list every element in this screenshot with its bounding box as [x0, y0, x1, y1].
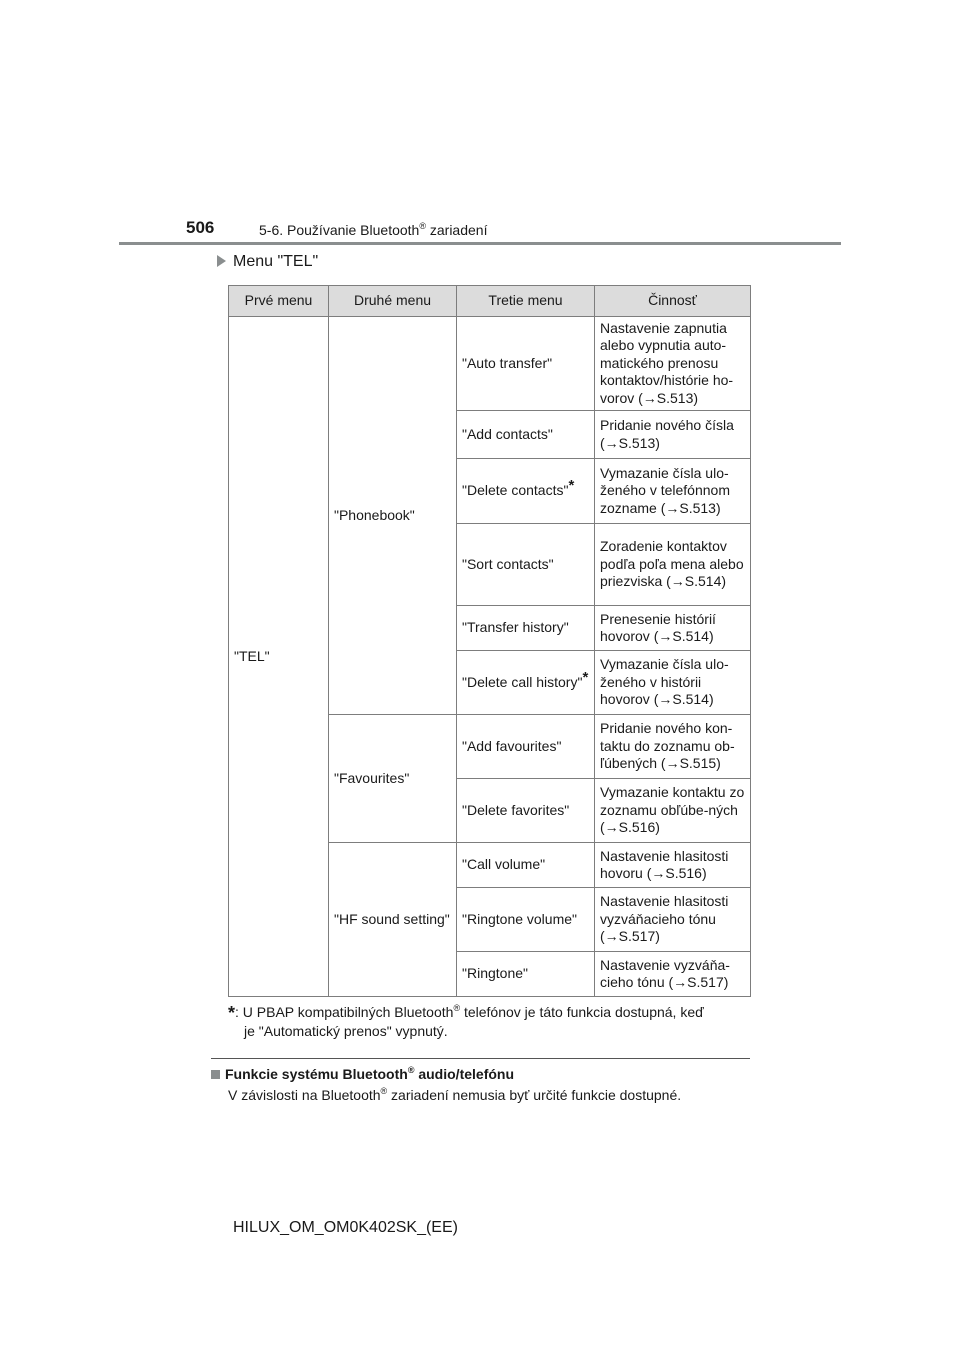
- first-menu-cell: "TEL": [229, 317, 329, 997]
- header-action: Činnosť: [595, 286, 751, 317]
- action-cell: Vymazanie kontaktu zo zoznamu obľúbe-ných (→S.516): [595, 779, 751, 843]
- menu-heading-text: Menu "TEL": [233, 253, 319, 270]
- third-menu-cell: [457, 651, 595, 715]
- second-menu-cell: "Favourites": [329, 715, 457, 843]
- action-cell: Nastavenie hlasitosti hovoru (→S.516): [595, 843, 751, 888]
- subsection-title-b: audio/telefónu: [414, 1066, 515, 1082]
- third-menu-cell: "Sort contacts": [457, 524, 595, 606]
- third-menu-cell: "Auto transfer": [457, 317, 595, 411]
- asterisk-mark: *: [582, 668, 589, 686]
- subsection-title-a: Funkcie systému Bluetooth: [225, 1066, 408, 1082]
- menu-heading: [217, 253, 318, 271]
- triangle-bullet-icon: [217, 255, 226, 267]
- table-header-row: [229, 286, 751, 317]
- action-cell: Pridanie nového čísla (→S.513): [595, 411, 751, 459]
- action-cell: Nastavenie vyzváňa-cieho tónu (→S.517): [595, 952, 751, 997]
- third-menu-cell: "Ringtone volume": [457, 888, 595, 952]
- footnote-line-2: je "Automatický prenos" vypnutý.: [244, 1023, 448, 1039]
- footnote: [228, 1003, 753, 1041]
- registered-mark: ®: [453, 1003, 461, 1013]
- third-menu-label: "Delete call history": [462, 673, 583, 690]
- third-menu-cell: "Delete favorites": [457, 779, 595, 843]
- third-menu-cell: "Add contacts": [457, 411, 595, 459]
- subsection-title: [211, 1066, 514, 1082]
- section-title-prefix: 5-6. Používanie Bluetooth: [259, 222, 420, 238]
- section-title: [259, 222, 487, 238]
- footer-code: HILUX_OM_OM0K402SK_(EE): [233, 1219, 458, 1236]
- action-cell: Prenesenie histórií hovorov (→S.514): [595, 606, 751, 651]
- third-menu-cell: "Add favourites": [457, 715, 595, 779]
- header-third-menu: Tretie menu: [457, 286, 595, 317]
- table-row: [229, 317, 751, 411]
- footnote-line-1: [228, 1003, 753, 1022]
- third-menu-label: "Delete contacts": [462, 482, 569, 499]
- third-menu-cell: "Ringtone": [457, 952, 595, 997]
- asterisk-mark: *: [568, 477, 575, 495]
- tel-menu-table: [228, 285, 751, 997]
- subsection-body: [228, 1087, 681, 1103]
- header-rule: [119, 242, 841, 245]
- action-cell: Vymazanie čísla ulo-ženého v histórii hovorov (→S.514): [595, 651, 751, 715]
- footnote-marker: *: [228, 1003, 236, 1023]
- registered-mark: ®: [419, 221, 426, 231]
- header-second-menu: Druhé menu: [329, 286, 457, 317]
- square-bullet-icon: [211, 1070, 220, 1079]
- header-first-menu: Prvé menu: [229, 286, 329, 317]
- action-cell: Nastavenie zapnutia alebo vypnutia auto-matického prenosu kontaktov/histórie ho-vorov (→S.513): [595, 317, 751, 411]
- registered-mark: ®: [407, 1065, 415, 1075]
- footnote-text-a: : U PBAP kompatibilných Bluetooth: [235, 1004, 454, 1020]
- subsection-body-b: zariadení nemusia byť určité funkcie dostupné.: [387, 1087, 682, 1103]
- second-menu-cell: "Phonebook": [329, 317, 457, 715]
- third-menu-cell: "Transfer history": [457, 606, 595, 651]
- second-menu-cell: "HF sound setting": [329, 843, 457, 997]
- third-menu-cell: [457, 459, 595, 524]
- footnote-text-b: telefónov je táto funkcia dostupná, keď: [460, 1004, 704, 1020]
- action-cell: Pridanie nového kon-taktu do zoznamu ob-ľúbených (→S.515): [595, 715, 751, 779]
- action-cell: Zoradenie kontaktov podľa poľa mena alebo priezviska (→S.514): [595, 524, 751, 606]
- third-menu-cell: "Call volume": [457, 843, 595, 888]
- page-number: 506: [186, 218, 215, 237]
- section-title-suffix: zariadení: [425, 222, 488, 238]
- action-cell: Nastavenie hlasitosti vyzváňacieho tónu (→S.517): [595, 888, 751, 952]
- registered-mark: ®: [380, 1086, 388, 1096]
- section-divider: [211, 1058, 750, 1059]
- action-cell: Vymazanie čísla ulo-ženého v telefónnom zozname (→S.513): [595, 459, 751, 524]
- subsection-body-a: V závislosti na Bluetooth: [228, 1087, 381, 1103]
